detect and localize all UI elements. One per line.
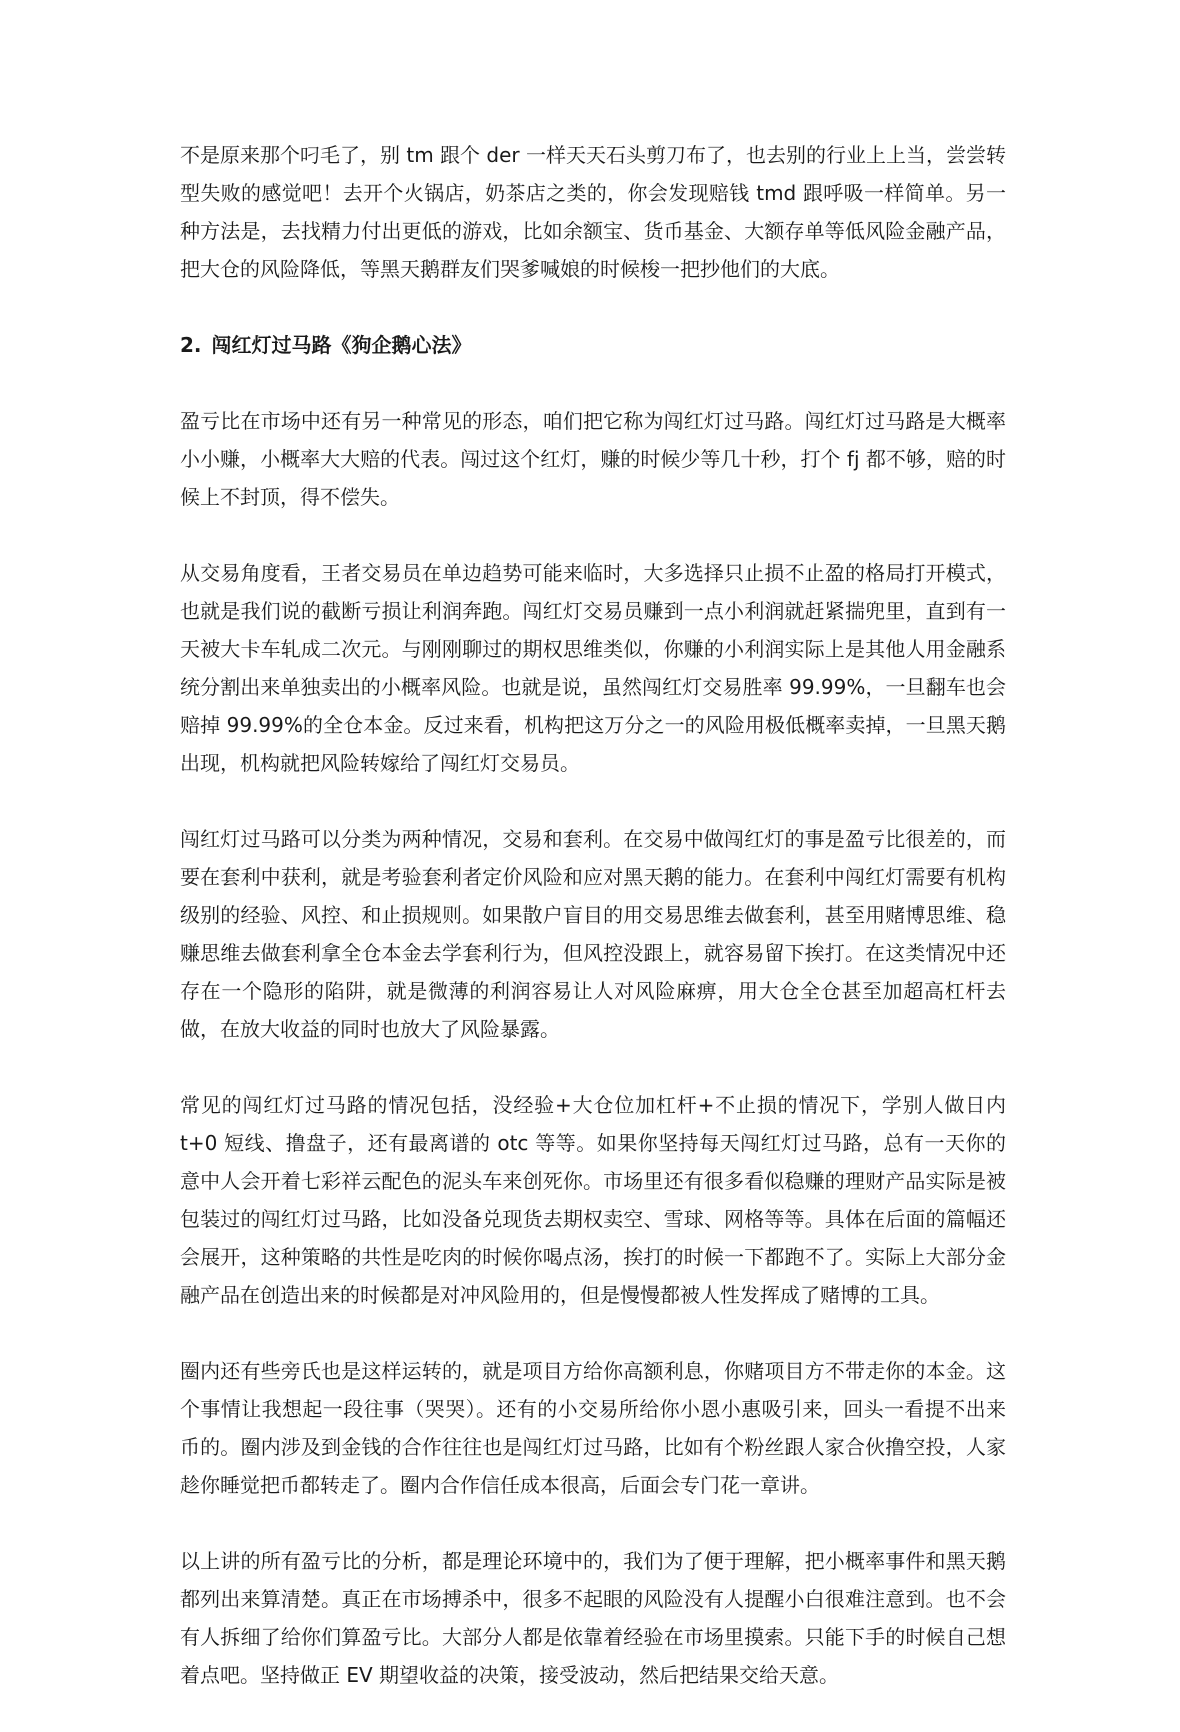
paragraph: 闯红灯过马路可以分类为两种情况，交易和套利。在交易中做闯红灯的事是盈亏比很差的，而要在套利中获利，就是考验套利者定价风险和应对黑天鹅的能力。在套利中闯红灯需要有机构级别的经验、风控、和止损规则。如果散户盲目的用交易思维去做套利，甚至用赌博思维、稳赚思维去做套利拿全仓本金去学套利行为，但风控没跟上，就容易留下挨打。在这类情况中还存在一个隐形的陷阱，就是微薄的利润容易让人对风险麻痹，用大仓全仓甚至加超高杠杆去做，在放大收益的同时也放大了风险暴露。 <box>180 827 1006 1041</box>
paragraph: 圈内还有些旁氏也是这样运转的，就是项目方给你高额利息，你赌项目方不带走你的本金。这个事情让我想起一段往事（哭哭）。还有的小交易所给你小恩小惠吸引来，回头一看提不出来币的。圈内涉及到金钱的合作往往也是闯红灯过马路，比如有个粉丝跟人家合伙撸空投，人家趁你睡觉把币都转走了。圈内合作信任成本很高，后面会专门花一章讲。 <box>180 1359 1006 1497</box>
section-heading <box>180 326 1006 364</box>
section-title: 闯红灯过马路《狗企鹅心法》 <box>211 333 472 357</box>
paragraph: 盈亏比在市场中还有另一种常见的形态，咱们把它称为闯红灯过马路。闯红灯过马路是大概率小小赚，小概率大大赔的代表。闯过这个红灯，赚的时候少等几十秒，打个 fj 都不够，赔的时候上不封顶，得不偿失。 <box>180 409 1006 509</box>
paragraph: 以上讲的所有盈亏比的分析，都是理论环境中的，我们为了便于理解，把小概率事件和黑天鹅都列出来算清楚。真正在市场搏杀中，很多不起眼的风险没有人提醒小白很难注意到。也不会有人拆细了给你们算盈亏比。大部分人都是依靠着经验在市场里摸索。只能下手的时候自己想着点吧。坚持做正 EV 期望收益的决策，接受波动，然后把结果交给天意。 <box>180 1549 1006 1687</box>
paragraph: 从交易角度看，王者交易员在单边趋势可能来临时，大多选择只止损不止盈的格局打开模式，也就是我们说的截断亏损让利润奔跑。闯红灯交易员赚到一点小利润就赶紧揣兜里，直到有一天被大卡车轧成二次元。与刚刚聊过的期权思维类似，你赚的小利润实际上是其他人用金融系统分割出来单独卖出的小概率风险。也就是说，虽然闯红灯交易胜率 99.99%，一旦翻车也会赔掉 99.99%的全仓本金。反过来看，机构把这万分之一的风险用极低概率卖掉，一旦黑天鹅出现，机构就把风险转嫁给了闯红灯交易员。 <box>180 561 1006 775</box>
document-body <box>180 136 1006 1732</box>
paragraph: 常见的闯红灯过马路的情况包括，没经验+大仓位加杠杆+不止损的情况下，学别人做日内 t+0 短线、撸盘子，还有最离谱的 otc 等等。如果你坚持每天闯红灯过马路，总有一天你的意中人会开着七彩祥云配色的泥头车来创死你。市场里还有很多看似稳赚的理财产品实际是被包装过的闯红灯过马路，比如没备兑现货去期权卖空、雪球、网格等等。具体在后面的篇幅还会展开，这种策略的共性是吃肉的时候你喝点汤，挨打的时候一下都跑不了。实际上大部分金融产品在创造出来的时候都是对冲风险用的，但是慢慢都被人性发挥成了赌博的工具。 <box>180 1093 1006 1307</box>
paragraph-intro: 不是原来那个叼毛了，别 tm 跟个 der 一样天天石头剪刀布了，也去别的行业上上当，尝尝转型失败的感觉吧！去开个火锅店，奶茶店之类的，你会发现赔钱 tmd 跟呼吸一样简单。另一种方法是，去找精力付出更低的游戏，比如余额宝、货币基金、大额存单等低风险金融产品，把大仓的风险降低，等黑天鹅群友们哭爹喊娘的时候梭一把抄他们的大底。 <box>180 143 1006 281</box>
section-number: 2. <box>180 333 202 357</box>
